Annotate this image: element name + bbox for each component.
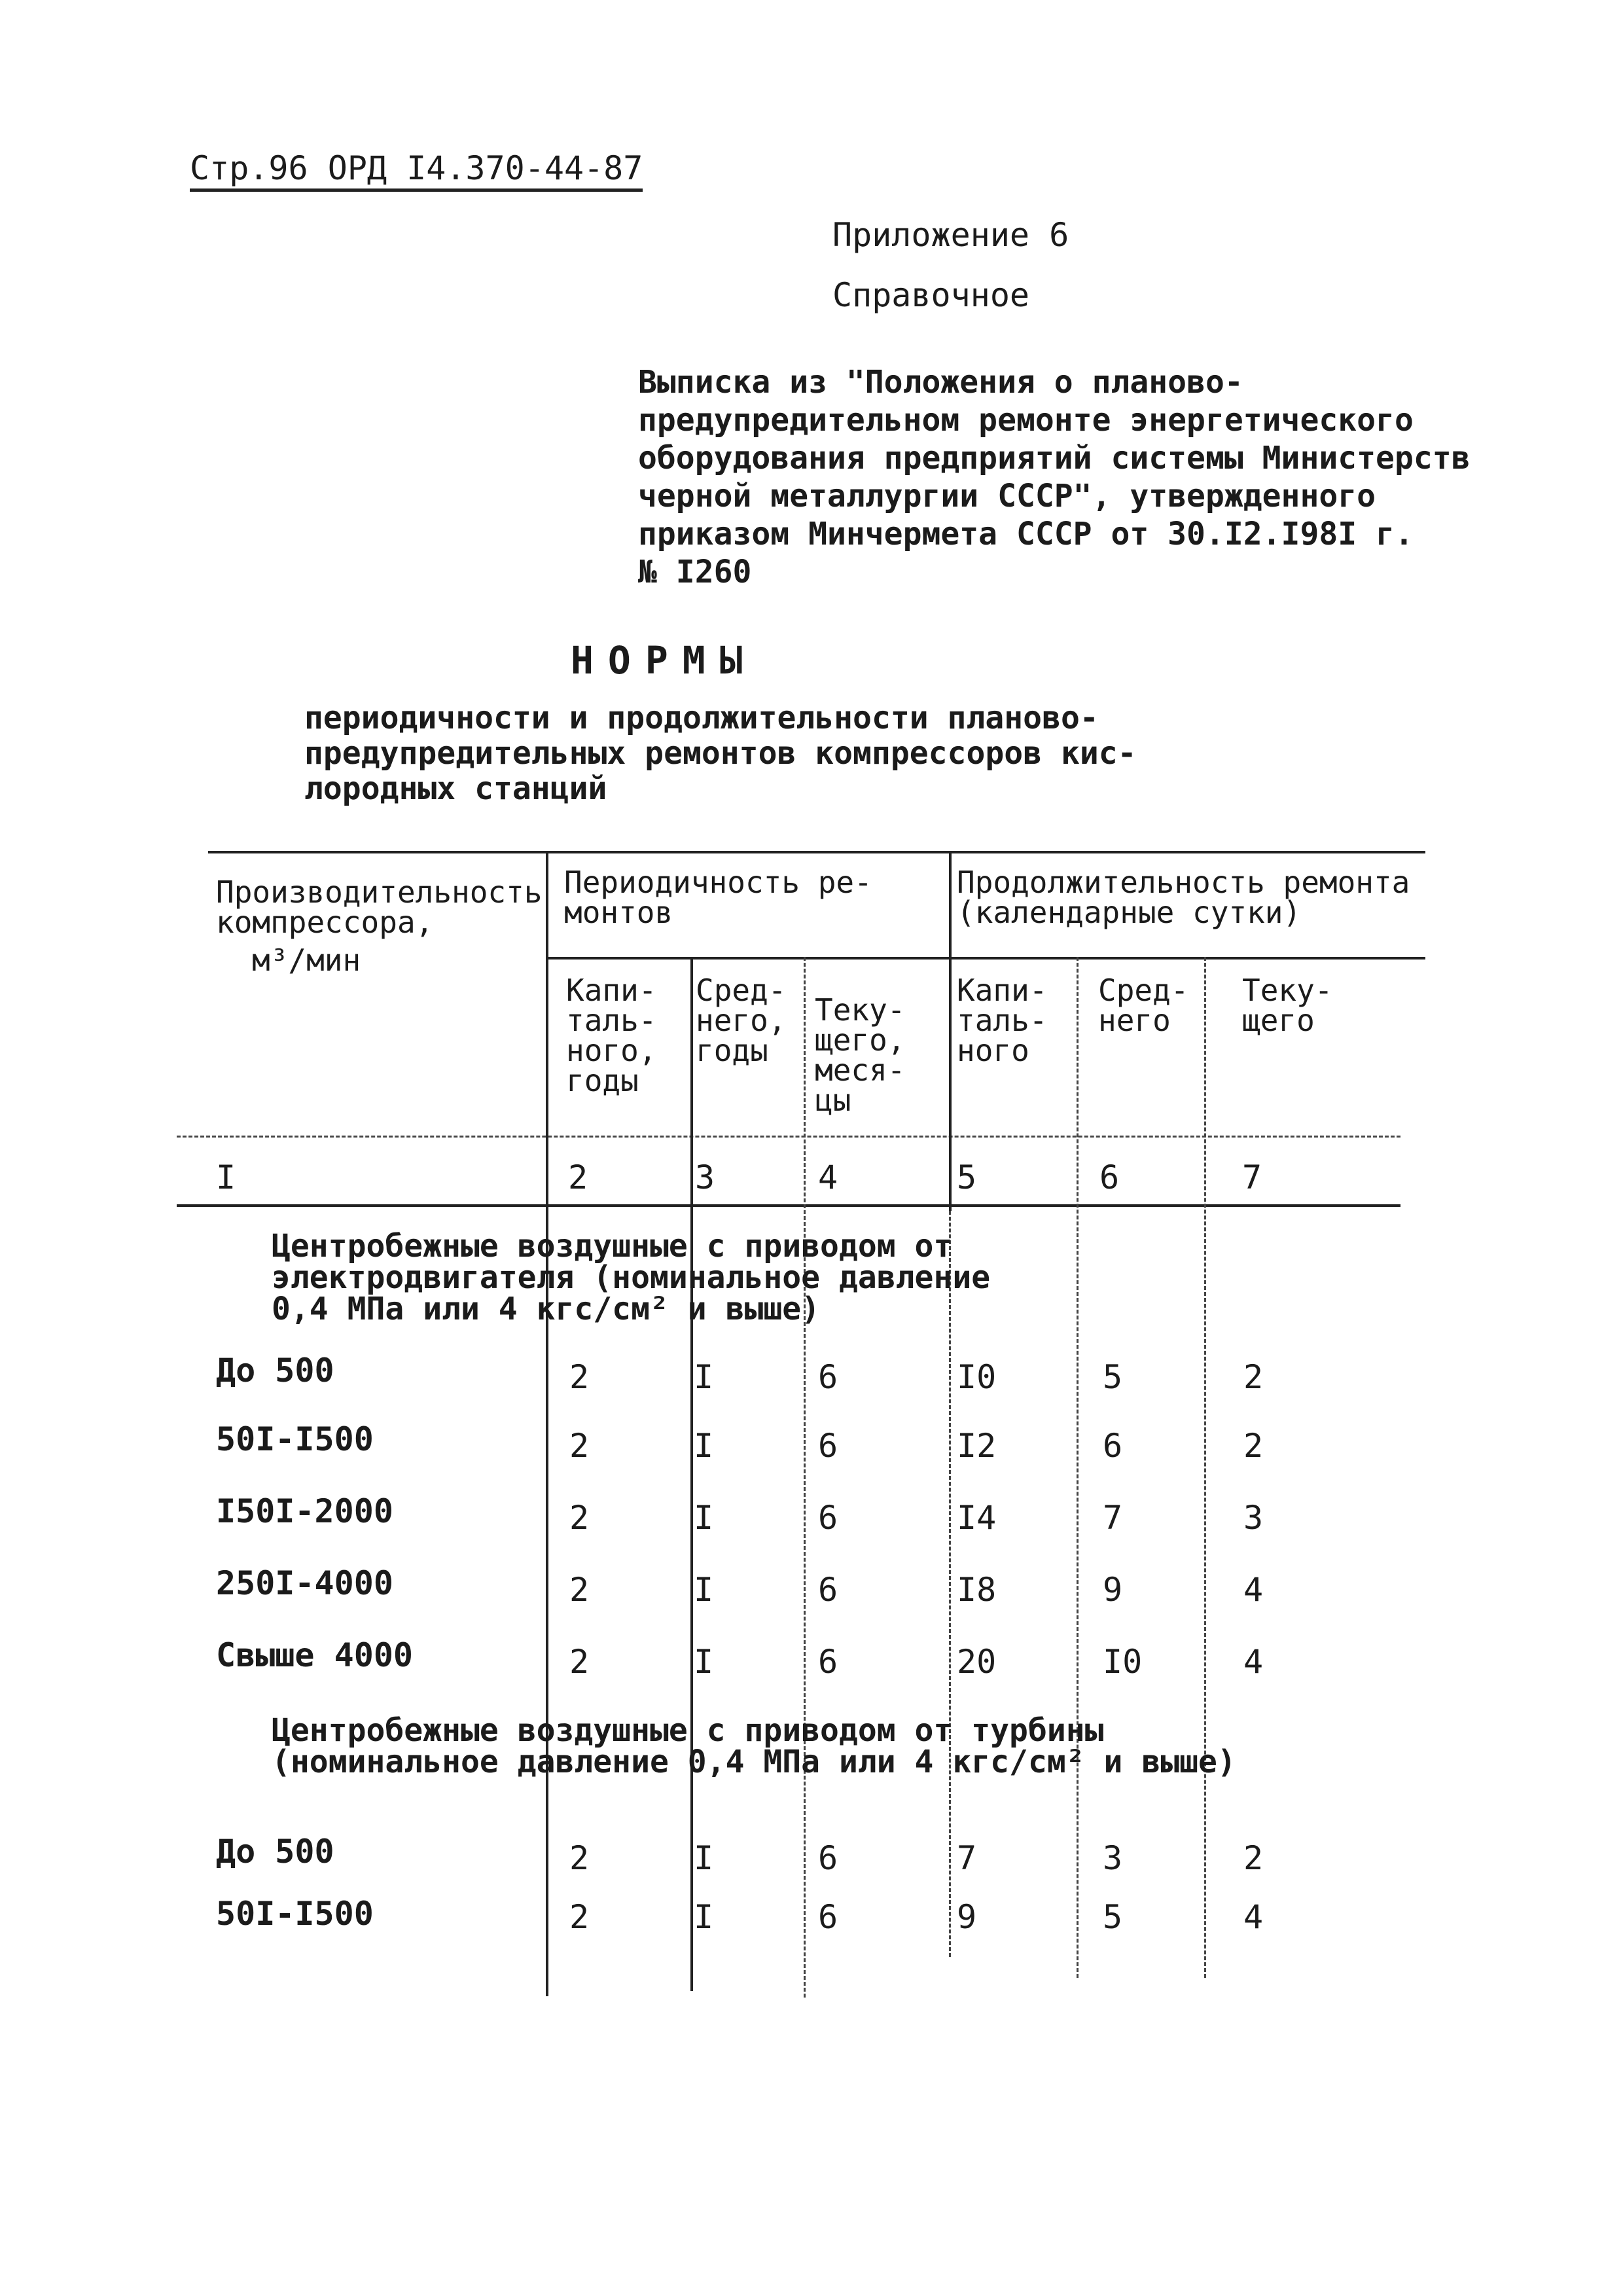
header-line: таль- <box>566 1003 657 1038</box>
header-line: щего, <box>815 1022 906 1058</box>
cell: 2 <box>1243 1427 1264 1465</box>
row-label: 50I-I500 <box>216 1895 374 1933</box>
header-line: (календарные сутки) <box>957 895 1302 930</box>
header-line: Сред- <box>696 973 787 1008</box>
sub-header-capital-years <box>566 975 656 1096</box>
extract-line: № I260 <box>638 554 752 590</box>
group2-header <box>957 865 1410 930</box>
cell: I <box>694 1643 714 1681</box>
header-line: цы <box>815 1083 851 1118</box>
header-line: него, <box>696 1003 787 1038</box>
cell: I <box>694 1898 714 1936</box>
row-label: 50I-I500 <box>216 1420 374 1458</box>
cell: I0 <box>957 1358 997 1396</box>
cell: I8 <box>957 1571 997 1609</box>
cell: 2 <box>569 1358 590 1396</box>
cell: 6 <box>1103 1427 1123 1465</box>
extract-line: Выписка из "Положения о планово- <box>638 364 1243 401</box>
cell: I <box>694 1499 714 1537</box>
row-label: I50I-2000 <box>216 1492 393 1530</box>
group-header-rule <box>547 957 1425 960</box>
section-line: Центробежные воздушные с приводом от <box>272 1228 953 1265</box>
cell: 3 <box>1103 1839 1123 1877</box>
header-line: него <box>1098 1003 1171 1038</box>
cell: 6 <box>818 1358 838 1396</box>
header-line: Периодичность ре- <box>564 865 872 900</box>
header-line: годы <box>696 1033 768 1068</box>
section-line: Центробежные воздушные с приводом от турбины <box>272 1712 1104 1749</box>
cell: I <box>694 1571 714 1609</box>
header-line: м³/мин <box>252 942 361 978</box>
cell: I0 <box>1103 1643 1143 1681</box>
cell: 5 <box>1103 1898 1123 1936</box>
col-divider-3 <box>804 957 806 1998</box>
sub-header-medium-years <box>696 975 786 1066</box>
cell: 7 <box>957 1839 977 1877</box>
cell: 6 <box>818 1839 838 1877</box>
col-divider-4 <box>949 851 952 1211</box>
subtitle-line: лородных станций <box>304 770 607 807</box>
cell: 2 <box>569 1898 590 1936</box>
appendix-type: Справочное <box>832 276 1030 314</box>
cell: I <box>694 1839 714 1877</box>
cell: 5 <box>1103 1358 1123 1396</box>
cell: 9 <box>957 1898 977 1936</box>
col-divider-5 <box>1077 957 1079 1978</box>
cell: I2 <box>957 1427 997 1465</box>
sub-header-current-days <box>1242 973 1333 1038</box>
sub-header-medium-days <box>1098 973 1189 1038</box>
col-number: 5 <box>957 1158 977 1196</box>
header-line: меся- <box>815 1052 906 1088</box>
cell: 6 <box>818 1499 838 1537</box>
subtitle-line: периодичности и продолжительности планово- <box>304 700 1099 736</box>
extract-line: оборудования предприятий системы Министерств <box>638 440 1471 476</box>
extract-line: приказом Минчермета СССР от 30.I2.I98I г. <box>638 516 1414 552</box>
header-line: ного <box>957 1033 1029 1068</box>
cell: 4 <box>1243 1643 1264 1681</box>
cell: 2 <box>569 1499 590 1537</box>
header-line: Производительность <box>216 874 543 910</box>
extract-paragraph <box>638 363 1489 591</box>
row-label: До 500 <box>216 1833 334 1871</box>
cell: I <box>694 1358 714 1396</box>
header-line: ного, <box>566 1033 657 1068</box>
section-2-heading <box>272 1712 1236 1780</box>
group1-header <box>564 865 872 930</box>
cell: 2 <box>1243 1839 1264 1877</box>
col-number: 4 <box>818 1158 838 1196</box>
cell: I <box>694 1427 714 1465</box>
cell: 6 <box>818 1898 838 1936</box>
table-top-rule <box>208 851 1425 853</box>
header-line: годы <box>566 1063 639 1098</box>
header-line: монтов <box>564 895 673 930</box>
header-line: Теку- <box>815 992 906 1028</box>
col1-header <box>216 874 543 978</box>
header-line: Сред- <box>1098 973 1189 1008</box>
header-line: Теку- <box>1242 973 1333 1008</box>
extract-line: предупредительном ремонте энергетического <box>638 402 1414 439</box>
header-line: компрессора, <box>216 905 434 940</box>
section-line: 0,4 МПа или 4 кгс/см² и выше) <box>272 1291 821 1327</box>
col-number: 2 <box>568 1158 588 1196</box>
section-line: (номинальное давление 0,4 МПа или 4 кгс/см² и выше) <box>272 1744 1236 1780</box>
cell: 9 <box>1103 1571 1123 1609</box>
norms-subtitle <box>304 700 1137 806</box>
col-divider-6 <box>1204 957 1206 1978</box>
cell: 7 <box>1103 1499 1123 1537</box>
cell: 2 <box>569 1427 590 1465</box>
sub-header-capital-days <box>957 975 1047 1066</box>
header-line: Продолжительность ремонта <box>957 865 1410 900</box>
subtitle-line: предупредительных ремонтов компрессоров кис- <box>304 735 1137 772</box>
extract-line: черной металлургии СССР", утвержденного <box>638 478 1376 514</box>
section-1-heading <box>272 1230 990 1325</box>
cell: 4 <box>1243 1571 1264 1609</box>
cell: 2 <box>569 1643 590 1681</box>
cell: I4 <box>957 1499 997 1537</box>
row-label: Свыше 4000 <box>216 1636 414 1674</box>
cell: 6 <box>818 1571 838 1609</box>
header-bottom-rule <box>177 1136 1400 1138</box>
appendix-title: Приложение 6 <box>832 216 1069 254</box>
numbers-bottom-rule <box>177 1204 1400 1207</box>
cell: 3 <box>1243 1499 1264 1537</box>
header-line: Капи- <box>957 973 1048 1008</box>
header-line: щего <box>1242 1003 1315 1038</box>
cell: 2 <box>1243 1358 1264 1396</box>
col-number: 6 <box>1099 1158 1120 1196</box>
page-header: Стр.96 ОРД I4.370-44-87 <box>190 149 643 192</box>
cell: 4 <box>1243 1898 1264 1936</box>
col-number: 3 <box>695 1158 715 1196</box>
cell: 2 <box>569 1839 590 1877</box>
header-line: Капи- <box>566 973 657 1008</box>
row-label: До 500 <box>216 1352 334 1390</box>
col-number: 7 <box>1242 1158 1262 1196</box>
header-line: таль- <box>957 1003 1048 1038</box>
norms-title: НОРМЫ <box>571 638 757 683</box>
cell: 20 <box>957 1643 997 1681</box>
col-divider-2 <box>690 957 693 1991</box>
col-divider-1 <box>546 851 548 1996</box>
cell: 2 <box>569 1571 590 1609</box>
col-number: I <box>216 1158 236 1196</box>
cell: 6 <box>818 1427 838 1465</box>
cell: 6 <box>818 1643 838 1681</box>
sub-header-current-months <box>815 992 906 1118</box>
row-label: 250I-4000 <box>216 1564 393 1602</box>
section-line: электродвигателя (номинальное давление <box>272 1259 991 1296</box>
